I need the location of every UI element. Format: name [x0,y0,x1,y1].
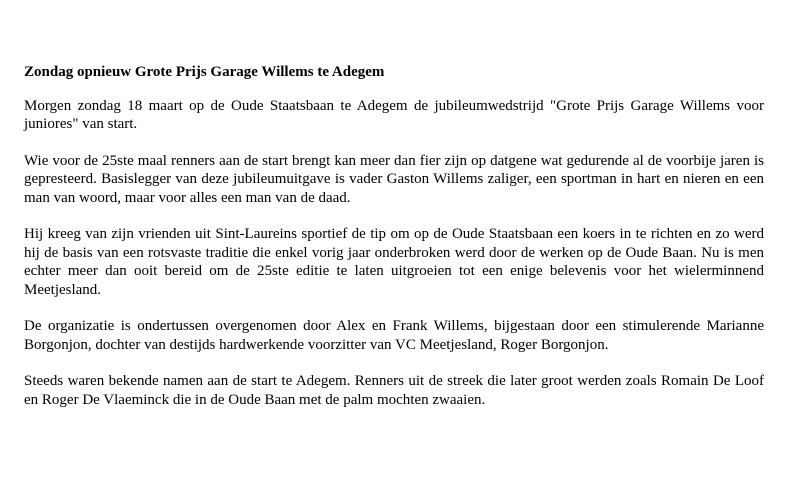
article-paragraph-5: Steeds waren bekende namen aan de start te Adegem. Renners uit de streek die later groot werden zoals Romain De Loof en Roger De Vlaeminck die in de Oude Baan met de palm mochten zwaaien. [24,373,764,408]
article-paragraph-3: Hij kreeg van zijn vrienden uit Sint-Laureins sportief de tip om op de Oude Staatsbaan een koers in te richten en zo werd hij de basis van een rotsvaste traditie die enkel vorig jaar onderbroken werd door de werken op de Oude Baan. Nu is men echter meer dan ooit bereid om de 25ste editie te laten uitgroeien tot een enige belevenis voor het wielerminnend Meetjesland. [24,226,764,298]
article-title: Zondag opnieuw Grote Prijs Garage Willems te Adegem [24,64,385,80]
article [24,63,764,427]
article-paragraph-1: Morgen zondag 18 maart op de Oude Staatsbaan te Adegem de jubileumwedstrijd "Grote Prijs Garage Willems voor juniores" van start. [24,97,764,132]
article-paragraph-2: Wie voor de 25ste maal renners aan de start brengt kan meer dan fier zijn op datgene wat gedurende al de voorbije jaren is gepresteerd. Basislegger van deze jubileumuitgave is vader Gaston Willems zaliger, een sportman in hart en nieren en een man van woord, maar voor alles een man van de daad. [24,152,764,206]
article-paragraph-4: De organizatie is ondertussen overgenomen door Alex en Frank Willems, bijgestaan door een stimulerende Marianne Borgonjon, dochter van destijds hardwerkende voorzitter van VC Meetjesland, Roger Borgonjon. [24,318,764,353]
